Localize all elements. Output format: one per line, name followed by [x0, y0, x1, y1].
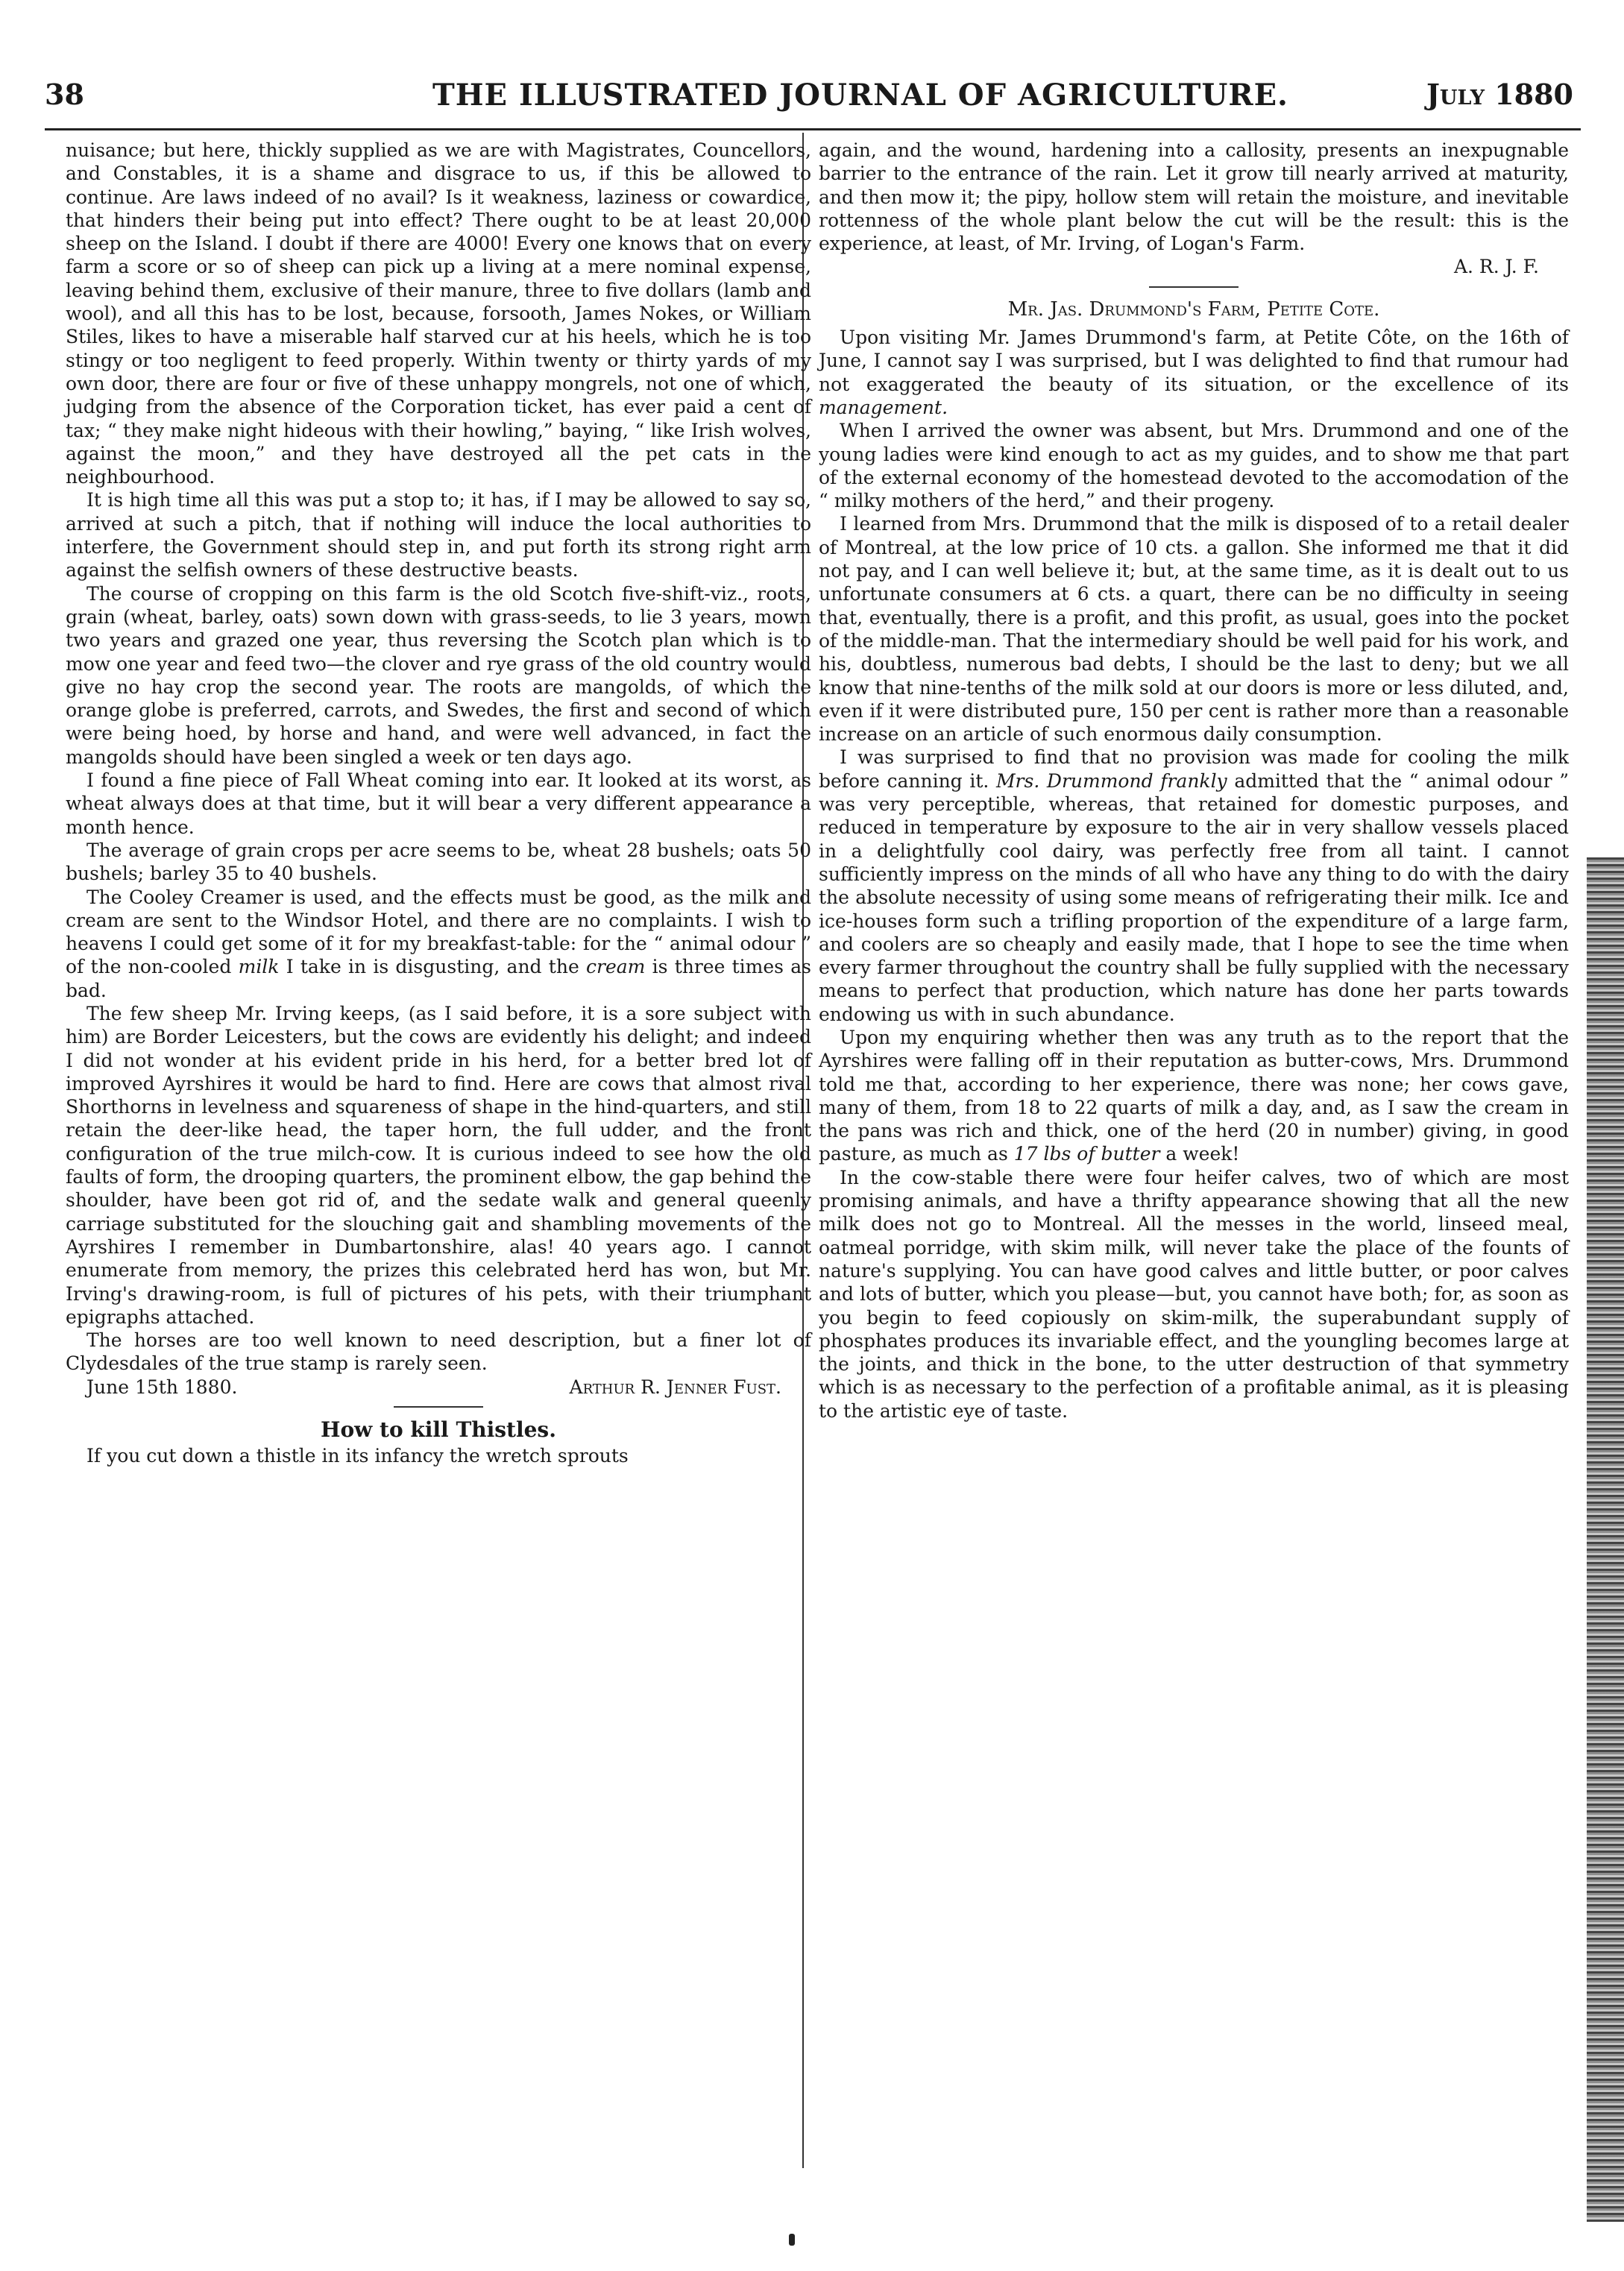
text-run: Upon my enquiring whether then was any truth as to the report that the Ayrshires were falling off in their reputation as butter-cows, Mrs. Drummond told me that, according to her experience, there was none; her cows gave, many of them, from 18 to 22 quarts of milk a day, and, as I saw the cream in the pans was rich and thick, one of the herd (20 in number) giving, in good pasture, as much as — [819, 1026, 1569, 1165]
text-run: is three times as bad. — [66, 956, 811, 1001]
header-rule — [45, 128, 1581, 130]
journal-title: THE ILLUSTRATED JOURNAL OF AGRICULTURE. — [432, 78, 1288, 113]
paragraph: The few sheep Mr. Irving keeps, (as I said before, it is a sore subject with him) are Border Leicesters, but the cows are evidently his delight; and indeed I did not wonder at his evident pride in his herd, for a better bred lot of improved Ayrshires it would be hard to find. Here are cows that almost rival Shorthorns in levelness and squareness of shape in the hind-quarters, and still retain the deer-like head, the taper horn, the full udder, and the front configuration of the true milch-cow. It is curious indeed to see how the old faults of form, the drooping quarters, the prominent elbow, the gap behind the shoulder, have been got rid of, and the sedate walk and general queenly carriage substituted for the slouching gait and shambling movements of the Ayrshires I remember in Dumbartonshire, alas! 40 years ago. I cannot enumerate from memory, the prizes this celebrated herd has won, but Mr. Irving's drawing-room, is full of pictures of his pets, with their triumphant epigraphs attached. — [66, 1002, 811, 1328]
paragraph: In the cow-stable there were four heifer calves, two of which are most promising animals, and have a thrifty appearance showing that all the new milk does not go to Montreal. All the messes in the world, linseed meal, oatmeal porridge, with skim milk, will never take the place of the founts of nature's supplying. You can have good calves and little butter, or poor calves and lots of butter, which you please—but, you cannot have both; for, as soon as you begin to feed copiously on skim-milk, the superabundant supply of phosphates produces its invariable effect, and the youngling becomes large at the joints, and thick in the bone, to the utter destruction of that symmetry which is as necessary to the perfection of a profitable animal, as it is pleasing to the artistic eye of taste. — [819, 1166, 1569, 1422]
signature-name: Arthur R. Jenner Fust. — [569, 1376, 781, 1398]
italic-text: cream — [586, 956, 646, 978]
paragraph: The horses are too well known to need description, but a finer lot of Clydesdales of the true stamp is rarely seen. — [66, 1329, 811, 1375]
paragraph: It is high time all this was put a stop to; it has, if I may be allowed to say so, arrived at such a pitch, that if nothing will induce the local authorities to interfere, the Government should step in, and put forth its strong right arm against the selfish owners of these destructive beasts. — [66, 489, 811, 582]
author-initials: A. R. J. F. — [1453, 256, 1539, 278]
text-run: Upon visiting Mr. James Drummond's farm, at Petite Côte, on the 16th of June, I cannot say I was surprised, but I was delighted to find that rumour had not exaggerated the beauty of its situation, or the excellence of its — [819, 327, 1569, 395]
italic-text: milk — [238, 956, 280, 978]
scan-mark — [789, 2234, 795, 2246]
italic-text: Mrs. Drummond frankly — [995, 769, 1227, 792]
italic-text: 17 lbs of butter — [1013, 1143, 1160, 1165]
section-heading: Mr. Jas. Drummond's Farm, Petite Cote. — [1007, 297, 1380, 321]
left-column — [66, 139, 811, 1468]
paragraph — [66, 886, 811, 1002]
paragraph: I learned from Mrs. Drummond that the milk is disposed of to a retail dealer of Montreal, at the low price of 10 cts. a gallon. She informed me that it did not pay, and I can well believe it; but, at the same time, as it is dealt out to us unfortunate consumers at 6 cts. a quart, there can be no difficulty in seeing that, eventually, there is a profit, and this profit, as usual, goes into the pocket of the middle-man. That the intermediary should be well paid for his work, and his, doubtless, numerous bad debts, I should be the last to deny; but we all know that nine-tenths of the milk sold at our doors is more or less diluted, and, even if it were distributed pure, 150 per cent is rather more than a reasonable increase on an article of such enormous daily consumption. — [819, 513, 1569, 746]
signature-line — [66, 1376, 811, 1399]
page-number: 38 — [45, 78, 84, 111]
section-rule — [394, 1406, 483, 1408]
paragraph: The course of cropping on this farm is the old Scotch five-shift-viz., roots, grain (wheat, barley, oats) sown down with grass-seeds, to lie 3 years, mown two years and grazed one year, thus reversing the Scotch plan which is to mow one year and feed two—the clover and rye grass of the old country would give no hay crop the second year. The roots are mangolds, of which the orange globe is preferred, carrots, and Swedes, the first and second of which were being hoed, by horse and hand, and were well advanced, in fact the mangolds should have been singled a week or ten days ago. — [66, 582, 811, 768]
paragraph — [819, 1026, 1569, 1166]
section-rule — [1149, 286, 1239, 288]
italic-text: management. — [819, 396, 948, 418]
text-run: The Cooley Creamer is used, and the effects must be good, as the milk and cream are sent to the Windsor Hotel, and there are no complaints. I wish to heavens I could get some of it for my breakfast-table: for the “ animal odour ” of the non-cooled — [66, 886, 811, 978]
page-header — [45, 78, 1573, 122]
signature-date: June 15th 1880. — [86, 1376, 238, 1398]
text-run: admitted that the “ animal odour ” was very perceptible, whereas, that retained for domestic purposes, and reduced in temperature by exposure to the air in very shallow vessels placed in a delightfully cool dairy, was perfectly free from all taint. I cannot sufficiently impress on the minds of all who have any thing to do with the dairy the absolute necessity of using some means of refrigerating their milk. Ice and ice-houses form such a trifling proportion of the expenditure of a large farm, and coolers are so cheaply and easily made, that I hope to see the time when every farmer throughout the country shall be fully supplied with the necessary means to perfect that production, which nature has done her parts towards endowing us with in such abundance. — [819, 769, 1569, 1025]
paragraph — [819, 746, 1569, 1026]
right-column — [819, 139, 1569, 1423]
paragraph — [819, 326, 1569, 419]
text-run: I take in is disgusting, and the — [279, 956, 586, 978]
paragraph: again, and the wound, hardening into a callosity, presents an inexpugnable barrier to the entrance of the rain. Let it grow till nearly arrived at maturity, and then mow it; the pipy, hollow stem will retain the moisture, and inevitable rottenness of the whole plant below the cut will be the result: this is the experience, at least, of Mr. Irving, of Logan's Farm. — [819, 139, 1569, 255]
text-run: a week! — [1159, 1143, 1240, 1165]
text-run: I was surprised to find that no provision was made for cooling the milk before canning it. — [819, 746, 1569, 792]
section-heading: How to kill Thistles. — [321, 1417, 556, 1443]
paragraph: I found a fine piece of Fall Wheat coming into ear. It looked at its worst, as wheat always does at that time, but it will bear a very different appearance a month hence. — [66, 769, 811, 838]
issue-date: July 1880 — [1426, 78, 1573, 111]
paragraph: nuisance; but here, thickly supplied as we are with Magistrates, Councellors, and Constables, it is a shame and disgrace to us, if this be allowed to continue. Are laws indeed of no avail? Is it weakness, laziness or cowardice, that hinders their being put into effect? There ought to be at least 20,000 sheep on the Island. I doubt if there are 4000! Every one knows that on every farm a score or so of sheep can pick up a living at a mere nominal expense, leaving behind them, exclusive of their manure, three to five dollars (lamb and wool), and all this has to be lost, because, forsooth, James Nokes, or William Stiles, likes to have a miserable half starved cur at his heels, which he is too stingy or too negligent to feed properly. Within twenty or thirty yards of my own door, there are four or five of these unhappy mongrels, not one of which, judging from the absence of the Corporation ticket, has ever paid a cent of tax; “ they make night hideous with their howling,” baying, “ like Irish wolves, against the moon,” and they have destroyed all the pet cats in the neighbourhood. — [66, 139, 811, 488]
paragraph: The average of grain crops per acre seems to be, wheat 28 bushels; oats 50 bushels; barley 35 to 40 bushels. — [66, 839, 811, 885]
paragraph: If you cut down a thistle in its infancy the wretch sprouts — [86, 1445, 629, 1467]
paragraph: When I arrived the owner was absent, but Mrs. Drummond and one of the young ladies were kind enough to act as my guides, and to show me that part of the external economy of the homestead devoted to the accomodation of the “ milky mothers of the herd,” and their progeny. — [819, 420, 1569, 512]
scan-edge-artifact — [1587, 857, 1624, 2222]
